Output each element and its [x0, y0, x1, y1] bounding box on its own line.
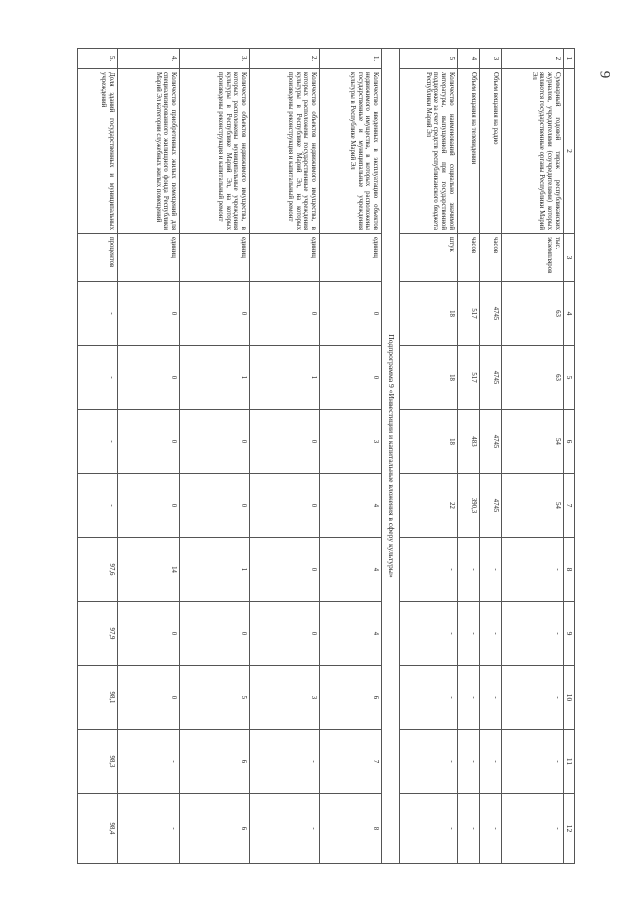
value-cell: 63 [501, 282, 563, 346]
section-title: Подпрограмма 9 «Инвестиции и капитальные вложения в сферу культуры» [382, 49, 400, 864]
unit-of-measure: процентов [78, 234, 118, 282]
value-cell: 5 [180, 666, 250, 730]
value-cell: 0 [180, 282, 250, 346]
value-cell: 6 [180, 794, 250, 864]
table-header-row [563, 49, 574, 864]
column-header: 7 [563, 474, 574, 538]
unit-of-measure: единиц [118, 234, 180, 282]
value-cell: 0 [250, 410, 320, 474]
indicator-name: Количество введенных в эксплуатацию объектов недвижимого имущества, в которых расположены государственные и муниципальные учреждения культуры в Республике Марий Эл [320, 69, 382, 234]
value-cell: 1 [180, 346, 250, 410]
value-cell: 0 [180, 474, 250, 538]
value-cell: 0 [118, 282, 180, 346]
value-cell: 8 [320, 794, 382, 864]
value-cell: - [479, 666, 501, 730]
table-row [250, 49, 320, 864]
indicator-name: Доля зданий государственных и муниципальных учреждений [78, 69, 118, 234]
value-cell: 4745 [479, 282, 501, 346]
indicator-name: Количество объектов недвижимого имущества, в которых расположены государственные учреждения культуры в Республике Марий Эл, на которых произведены реконструкция и капитальный ремонт [250, 69, 320, 234]
value-cell: 517 [457, 346, 479, 410]
value-cell: 3 [250, 666, 320, 730]
value-cell: - [250, 794, 320, 864]
column-header: 11 [563, 730, 574, 794]
table-row [457, 49, 479, 864]
row-number: 1. [320, 49, 382, 69]
table-row [78, 49, 118, 864]
indicator-name: Количество объектов недвижимого имущества, в которых расположены муниципальные учреждения культуры в Республике Марий Эл, на которых произведены реконструкция и капитальный ремонт [180, 69, 250, 234]
page-number: 9 [596, 70, 613, 79]
value-cell: - [399, 602, 457, 666]
value-cell: - [479, 602, 501, 666]
value-cell: - [250, 730, 320, 794]
column-header: 2 [563, 69, 574, 234]
value-cell: 483 [457, 410, 479, 474]
value-cell: 1 [180, 538, 250, 602]
value-cell: 6 [180, 730, 250, 794]
value-cell: 4745 [479, 410, 501, 474]
value-cell: 54 [501, 410, 563, 474]
table-row [479, 49, 501, 864]
table-row [399, 49, 457, 864]
table-body [78, 49, 564, 864]
value-cell: 22 [399, 474, 457, 538]
column-header: 5 [563, 346, 574, 410]
value-cell: - [78, 282, 118, 346]
value-cell: 97,6 [78, 538, 118, 602]
value-cell: 18 [399, 346, 457, 410]
column-header: 12 [563, 794, 574, 864]
row-number: 2. [250, 49, 320, 69]
column-header: 1 [563, 49, 574, 69]
value-cell: - [479, 730, 501, 794]
value-cell: - [457, 538, 479, 602]
column-header: 4 [563, 282, 574, 346]
value-cell: - [501, 666, 563, 730]
value-cell: 4 [320, 602, 382, 666]
value-cell: 0 [118, 346, 180, 410]
value-cell: 0 [118, 602, 180, 666]
value-cell: 0 [118, 666, 180, 730]
unit-of-measure: тыс. экземпляров [501, 234, 563, 282]
row-number: 3. [180, 49, 250, 69]
value-cell: 4 [320, 538, 382, 602]
unit-of-measure: штук [399, 234, 457, 282]
value-cell: - [78, 474, 118, 538]
value-cell: 0 [320, 282, 382, 346]
table-row [180, 49, 250, 864]
value-cell: - [479, 794, 501, 864]
column-header: 3 [563, 234, 574, 282]
value-cell: 98,1 [78, 666, 118, 730]
value-cell: - [501, 602, 563, 666]
indicator-name: Объем вещания на телевидении [457, 69, 479, 234]
unit-of-measure: единиц [180, 234, 250, 282]
value-cell: - [457, 794, 479, 864]
value-cell: 7 [320, 730, 382, 794]
value-cell: 4 [320, 474, 382, 538]
value-cell: - [501, 794, 563, 864]
value-cell: - [399, 538, 457, 602]
value-cell: - [457, 666, 479, 730]
value-cell: 0 [250, 602, 320, 666]
value-cell: 18 [399, 282, 457, 346]
value-cell: 63 [501, 346, 563, 410]
value-cell: - [399, 666, 457, 730]
value-cell: 4745 [479, 474, 501, 538]
value-cell: 4745 [479, 346, 501, 410]
value-cell: - [501, 538, 563, 602]
value-cell: 0 [250, 282, 320, 346]
value-cell: 517 [457, 282, 479, 346]
value-cell: 0 [250, 474, 320, 538]
column-header: 9 [563, 602, 574, 666]
value-cell: - [457, 730, 479, 794]
value-cell: 3 [320, 410, 382, 474]
row-number: 3 [479, 49, 501, 69]
indicator-name: Количество приобретенных жилых помещений для специализированного жилищного фонда Республики Марий Эл категории служебных жилых помещений [118, 69, 180, 234]
value-cell: 6 [320, 666, 382, 730]
value-cell: - [399, 794, 457, 864]
row-number: 4. [118, 49, 180, 69]
unit-of-measure: единиц [250, 234, 320, 282]
indicator-name: Суммарный годовой тираж республиканских журналов, учредителями (соучредителями) которых являются государственные органы Республики Марий Эл [501, 69, 563, 234]
value-cell: - [501, 730, 563, 794]
value-cell: 98,3 [78, 730, 118, 794]
column-header: 8 [563, 538, 574, 602]
table-row [118, 49, 180, 864]
unit-of-measure: часов [479, 234, 501, 282]
row-number: 2 [501, 49, 563, 69]
value-cell: 98,4 [78, 794, 118, 864]
indicator-name: Количество наименований социально значимой литературы, выпущенной при государственной поддержке за счет средств республиканского бюджета Республики Марий Эл [399, 69, 457, 234]
value-cell: 0 [118, 410, 180, 474]
value-cell: 97,9 [78, 602, 118, 666]
value-cell: - [479, 538, 501, 602]
unit-of-measure: единиц [320, 234, 382, 282]
column-header: 6 [563, 410, 574, 474]
value-cell: 0 [180, 410, 250, 474]
section-row [382, 49, 400, 864]
rotated-page [40, 48, 575, 863]
value-cell: - [118, 794, 180, 864]
value-cell: - [78, 346, 118, 410]
row-number: 5. [78, 49, 118, 69]
value-cell: - [457, 602, 479, 666]
value-cell: - [78, 410, 118, 474]
value-cell: 1 [250, 346, 320, 410]
row-number: 4 [457, 49, 479, 69]
table-row [320, 49, 382, 864]
value-cell: 0 [118, 474, 180, 538]
value-cell: 390,3 [457, 474, 479, 538]
column-header: 10 [563, 666, 574, 730]
row-number: 5 [399, 49, 457, 69]
indicators-table [77, 48, 575, 864]
value-cell: 0 [250, 538, 320, 602]
table-row [501, 49, 563, 864]
indicator-name: Объем вещания на радио [479, 69, 501, 234]
value-cell: 18 [399, 410, 457, 474]
value-cell: 14 [118, 538, 180, 602]
value-cell: - [399, 730, 457, 794]
value-cell: 0 [320, 346, 382, 410]
value-cell: 54 [501, 474, 563, 538]
value-cell: 0 [180, 602, 250, 666]
unit-of-measure: часов [457, 234, 479, 282]
value-cell: - [118, 730, 180, 794]
